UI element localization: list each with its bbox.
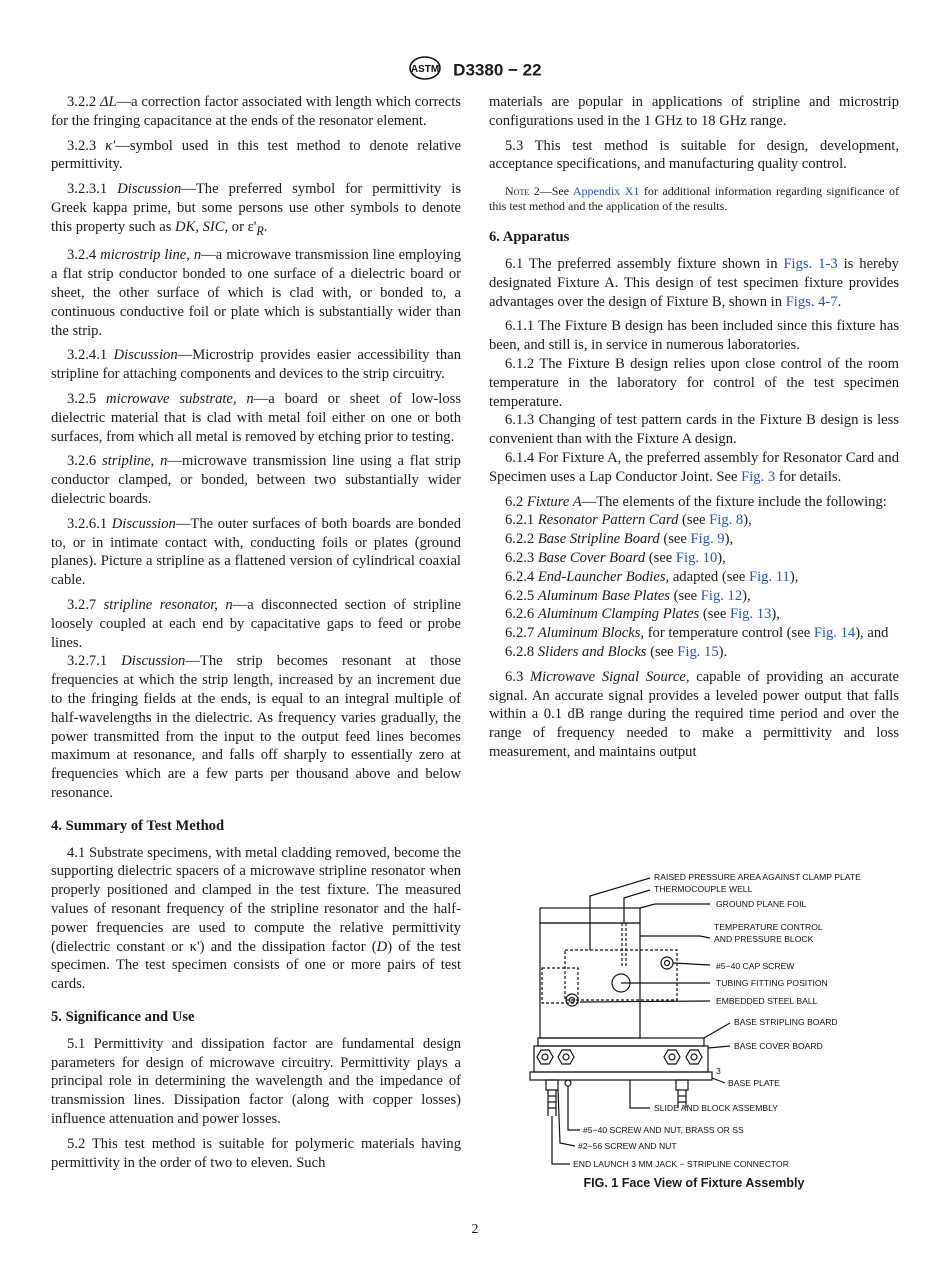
label-plate: BASE PLATE — [728, 1078, 780, 1088]
list-item: 6.2.1 Resonator Pattern Card (see Fig. 8), — [505, 512, 752, 529]
paragraph-3-2-3-1: 3.2.3.1 Discussion—The preferred symbol for permittivity is Greek kappa prime, but some persons use other symbols to denote this property such as DK, SIC, or $\varepsilon'_R$. — [51, 181, 462, 238]
label-cap: #5−40 CAP SCREW — [716, 961, 795, 971]
section-5-heading: 5. Significance and Use — [51, 1008, 195, 1025]
paragraph-6-1-1: 6.1.1 The Fixture B design has been included since this fixture has been, and still is, in service in numerous laboratories. — [489, 318, 899, 354]
paragraph-4-1: 4.1 Substrate specimens, with metal cladding removed, become the supporting dielectric spacers of a microwave stripline resonator when properly positioned and clamped in the test fixture. The measured values of resonant frequency of the stripline resonator and the half-power frequencies are used to compute the relative permittivity (dielectric constant or κ') and the dissipation factor (D) of the test specimen. The test specimen consists of one or more pairs of test cards. — [51, 844, 462, 993]
paragraph-5-3: 5.3 This test method is suitable for design, development, acceptance specifications, and manufacturing quality control. — [489, 137, 899, 173]
label-tubing: TUBING FITTING POSITION — [716, 978, 828, 988]
paragraph-3-2-6: 3.2.6 stripline, n—microwave transmission line using a flat strip conductor clamped, or bonded, between two substantially wider dielectric boards. — [51, 453, 461, 508]
paragraph-6-1: 6.1 The preferred assembly fixture shown in Figs. 1-3 is hereby designated Fixture A. This design of test specimen fixture provides advantages over the design of Fixture B, shown in Figs. 4-7. — [489, 255, 899, 310]
designation: D3380 − 22 — [453, 60, 542, 80]
label-ball: EMBEDDED STEEL BALL — [716, 996, 818, 1006]
figure-caption: FIG. 1 Face View of Fixture Assembly — [583, 1176, 805, 1190]
label-ground: GROUND PLANE FOIL — [716, 899, 807, 909]
appendix-x1-link[interactable]: Appendix X1 — [572, 184, 640, 199]
fixture-diagram — [520, 868, 890, 1173]
fixture-list — [489, 511, 899, 661]
label-endlaunch: END LAUNCH 3 MM JACK − STRIPLINE CONNECTOR — [573, 1159, 789, 1169]
fig-11-link[interactable]: Fig. 11 — [749, 568, 790, 585]
left-column — [51, 93, 461, 1178]
list-item: 6.2.4 End-Launcher Bodies, adapted (see Fig. 11), — [505, 568, 799, 585]
paragraph-6-3: 6.3 Microwave Signal Source, capable of providing an accurate signal. An accurate signal provides a leveled power output that falls within a 0.1 dB range during the required time period and over the range of frequency needed to make a permittivity and loss measurement, and maintains output — [489, 668, 899, 760]
label-thermo: THERMOCOUPLE WELL — [654, 884, 753, 894]
fig-10-link[interactable]: Fig. 10 — [675, 549, 718, 566]
fig-12-link[interactable]: Fig. 12 — [700, 587, 743, 604]
label-screw256: #2−56 SCREW AND NUT — [578, 1141, 677, 1151]
label-screw540: #5−40 SCREW AND NUT, BRASS OR SS — [583, 1125, 744, 1135]
paragraph-6-2: 6.2 Fixture A—The elements of the fixture include the following: — [505, 493, 887, 510]
label-three: 3 — [716, 1066, 721, 1076]
fixture-assembly-figure — [520, 868, 890, 1198]
list-item: 6.2.5 Aluminum Base Plates (see Fig. 12), — [505, 587, 751, 604]
label-stripling: BASE STRIPLING BOARD — [734, 1017, 838, 1027]
paragraph-3-2-4: 3.2.4 microstrip line, n—a microwave transmission line employing a flat strip conductor bonded to one surface of a dielectric board or sheet, the other surface of which is clad with, or bonded to, a continuous conductive foil or plate which is substantially wider than the strip. — [51, 247, 461, 339]
paragraph-3-2-4-1: 3.2.4.1 Discussion—Microstrip provides easier accessibility than stripline for attaching components and devices to the strip circuitry. — [51, 347, 462, 383]
fig-3-link[interactable]: Fig. 3 — [741, 468, 776, 485]
page-header — [0, 56, 950, 85]
paragraph-3-2-2: 3.2.2 ΔL—a correction factor associated with length which corrects for the fringing capacitance at the ends of the resonator element. — [51, 94, 461, 129]
list-item: 6.2.8 Sliders and Blocks (see Fig. 15). — [505, 643, 728, 660]
label-cover: BASE COVER BOARD — [734, 1041, 823, 1051]
paragraph-5-1: 5.1 Permittivity and dissipation factor are fundamental design parameters for design of microwave circuitry. Permittivity plays a principal role in determining the wavelength and the impedance of transmission lines. Dissipation factor (along with copper losses) influence attenuation and power losses. — [51, 1035, 461, 1127]
figs-1-3-link[interactable]: Figs. 1-3 — [783, 255, 838, 272]
label-temp2: AND PRESSURE BLOCK — [714, 934, 814, 944]
paragraph-5-2-cont: materials are popular in applications of stripline and microstrip configurations used in the 1 GHz to 18 GHz range. — [489, 94, 899, 129]
note-2: Note 2—See Appendix X1 for additional information regarding significance of this test method and the application of the results. — [489, 184, 899, 214]
paragraph-3-2-7: 3.2.7 stripline resonator, n—a disconnected section of stripline loosely coupled at each end by capacitative gaps to feed or probe lines. — [51, 597, 461, 651]
paragraph-3-2-7-1: 3.2.7.1 Discussion—The strip becomes resonant at those frequencies at which the strip length, increased by an increment due to the fringing fields at the ends, is equal to an integral multiple of half-wavelengths in the dielectric. As frequency varies gradually, the power transmitted from the input to the output feed lines becomes maximum at resonance, and falls off sharply to essentially zero at frequencies which are a few parts per thousand above and below resonance. — [51, 653, 461, 801]
section-6-heading: 6. Apparatus — [489, 229, 570, 246]
paragraph-6-1-3: 6.1.3 Changing of test pattern cards in the Fixture B design is less convenient than with the Fixture A design. — [489, 412, 899, 448]
section-4-heading: 4. Summary of Test Method — [51, 817, 225, 834]
label-temp1: TEMPERATURE CONTROL — [714, 922, 823, 932]
label-raised: RAISED PRESSURE AREA AGAINST CLAMP PLATE — [654, 872, 861, 882]
paragraph-3-2-3: 3.2.3 κ′—symbol used in this test method to denote relative permittivity. — [51, 137, 461, 173]
label-slide: SLIDE AND BLOCK ASSEMBLY — [654, 1103, 779, 1113]
fig-15-link[interactable]: Fig. 15 — [677, 643, 719, 660]
page-number: 2 — [471, 1222, 479, 1237]
list-item: 6.2.3 Base Cover Board (see Fig. 10), — [505, 549, 726, 566]
figs-4-7-link[interactable]: Figs. 4-7 — [785, 293, 838, 310]
right-column — [489, 93, 899, 768]
paragraph-3-2-6-1: 3.2.6.1 Discussion—The outer surfaces of both boards are bonded to, or in intimate contact with, conducting foils or plates (ground planes). Picture a stripline as a flattened version of cylindrical coaxial cable. — [51, 515, 461, 589]
paragraph-6-1-2: 6.1.2 The Fixture B design relies upon close control of the room temperature in the laboratory for control of the test specimen temperature. — [489, 355, 899, 410]
list-item: 6.2.2 Base Stripline Board (see Fig. 9), — [505, 531, 734, 548]
paragraph-5-2: 5.2 This test method is suitable for polymeric materials having permittivity in the order of two to eleven. Such — [51, 1135, 461, 1171]
fig-9-link[interactable]: Fig. 9 — [690, 531, 725, 548]
fig-13-link[interactable]: Fig. 13 — [729, 606, 772, 623]
astm-logo-icon — [408, 56, 442, 85]
svg-text:ASTM: ASTM — [411, 64, 440, 75]
paragraph-6-1-4: 6.1.4 For Fixture A, the preferred assembly for Resonator Card and Specimen uses a Lap Conductor Joint. See Fig. 3 for details. — [489, 449, 899, 485]
fig-14-link[interactable]: Fig. 14 — [813, 625, 856, 642]
list-item: 6.2.7 Aluminum Blocks, for temperature control (see Fig. 14), and — [505, 625, 889, 642]
list-item: 6.2.6 Aluminum Clamping Plates (see Fig. 13), — [505, 606, 780, 623]
fig-8-link[interactable]: Fig. 8 — [709, 512, 744, 529]
paragraph-3-2-5: 3.2.5 microwave substrate, n—a board or sheet of low-loss dielectric material that is clad with metal foil either on one or both surfaces, from which all metal is removed by etching prior to testing. — [51, 391, 461, 445]
